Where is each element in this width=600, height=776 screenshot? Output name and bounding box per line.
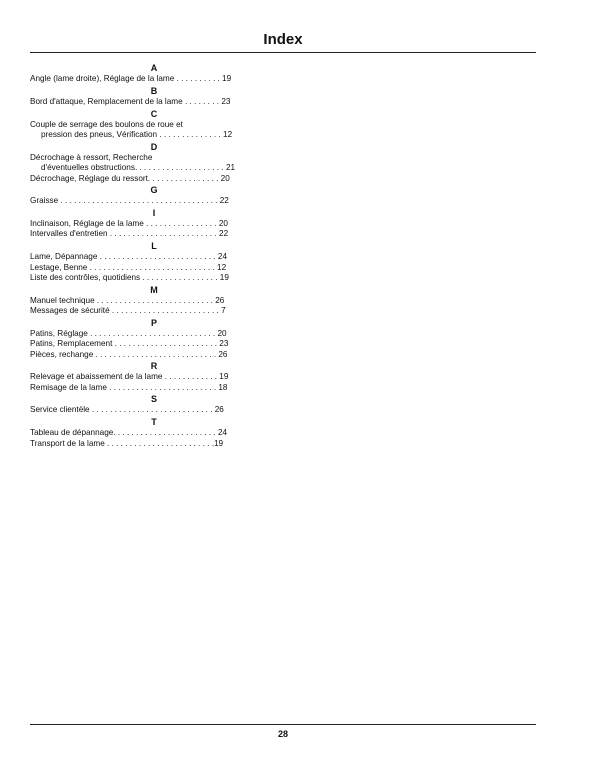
index-entry: Bord d'attaque, Remplacement de la lame . . . . . . . . 23 bbox=[30, 97, 231, 106]
header-rule bbox=[30, 52, 536, 53]
index-entry: Décrochage à ressort, Recherche bbox=[30, 152, 153, 162]
section-letter-m: M bbox=[150, 284, 158, 295]
index-entry: Lame, Dépannage . . . . . . . . . . . . . . . . . . . . . . . . . . 24 bbox=[30, 252, 228, 262]
index-entry: Pièces, rechange . . . . . . . . . . . . . . . . . . . . . . . . . . . 26 bbox=[30, 349, 228, 359]
index-entry: Intervalles d'entretien . . . . . . . . . . . . . . . . . . . . . . . . 22 bbox=[30, 229, 229, 239]
index-entry: Inclinaison, Réglage de la lame . . . . . . . . . . . . . . . . 20 bbox=[30, 219, 228, 229]
index-entry: Tableau de dépannage. . . . . . . . . . . . . . . . . . . . . . . 24 bbox=[30, 428, 228, 438]
section-letter-g: G bbox=[150, 185, 158, 196]
index-entry: Graisse . . . . . . . . . . . . . . . . . . . . . . . . . . . . . . . . . . . 22 bbox=[30, 196, 229, 206]
section-letter-c: C bbox=[150, 108, 158, 119]
section-letter-t: T bbox=[151, 417, 157, 428]
index-entry: Liste des contrôles, quotidiens . . . . . . . . . . . . . . . . . 19 bbox=[30, 272, 229, 282]
section-letter-b: B bbox=[150, 86, 158, 96]
section-letter-i: I bbox=[152, 208, 156, 219]
index-entry: Manuel technique . . . . . . . . . . . . . . . . . . . . . . . . . . 26 bbox=[30, 295, 225, 305]
footer-rule bbox=[30, 724, 536, 725]
index-entry: Messages de sécurité . . . . . . . . . . . . . . . . . . . . . . . . 7 bbox=[30, 306, 226, 316]
section-letter-a: A bbox=[150, 63, 158, 74]
index-entry: Couple de serrage des boulons de roue et bbox=[30, 119, 183, 129]
index-entry: Décrochage, Réglage du ressort. . . . . . . . . . . . . . . . 20 bbox=[30, 173, 230, 183]
section-letter-s: S bbox=[150, 394, 157, 405]
section-letter-r: R bbox=[150, 361, 158, 372]
section-letter-d: D bbox=[150, 141, 158, 152]
index-entry-continuation: pression des pneus, Vérification . . . . . . . . . . . . . . 12 bbox=[41, 130, 233, 140]
index-entry: Service clientèle . . . . . . . . . . . . . . . . . . . . . . . . . . . 26 bbox=[30, 405, 224, 415]
index-entry-continuation: d'éventuelles obstructions. . . . . . . . . . . . . . . . . . . . 21 bbox=[41, 163, 236, 173]
index-entry: Relevage et abaissement de la lame . . . . . . . . . . . . 19 bbox=[30, 372, 229, 382]
index-entry: Remisage de la lame . . . . . . . . . . . . . . . . . . . . . . . . 18 bbox=[30, 382, 228, 392]
section-letter-p: P bbox=[150, 317, 157, 328]
index-entry: Patins, Remplacement . . . . . . . . . . . . . . . . . . . . . . . 23 bbox=[30, 339, 229, 349]
section-letter-l: L bbox=[151, 241, 157, 252]
page-title: Index bbox=[263, 31, 303, 48]
index-entry: Transport de la lame . . . . . . . . . . . . . . . . . . . . . . . .19 bbox=[30, 438, 224, 448]
index-entry: Patins, Réglage . . . . . . . . . . . . . . . . . . . . . . . . . . . . 20 bbox=[30, 328, 227, 338]
page-number: 28 bbox=[277, 729, 288, 739]
index-entry: Lestage, Benne . . . . . . . . . . . . . . . . . . . . . . . . . . . . 12 bbox=[30, 262, 227, 272]
index-entry: Angle (lame droite), Réglage de la lame . . . . . . . . . . 19 bbox=[30, 74, 232, 84]
index-list bbox=[30, 62, 278, 449]
